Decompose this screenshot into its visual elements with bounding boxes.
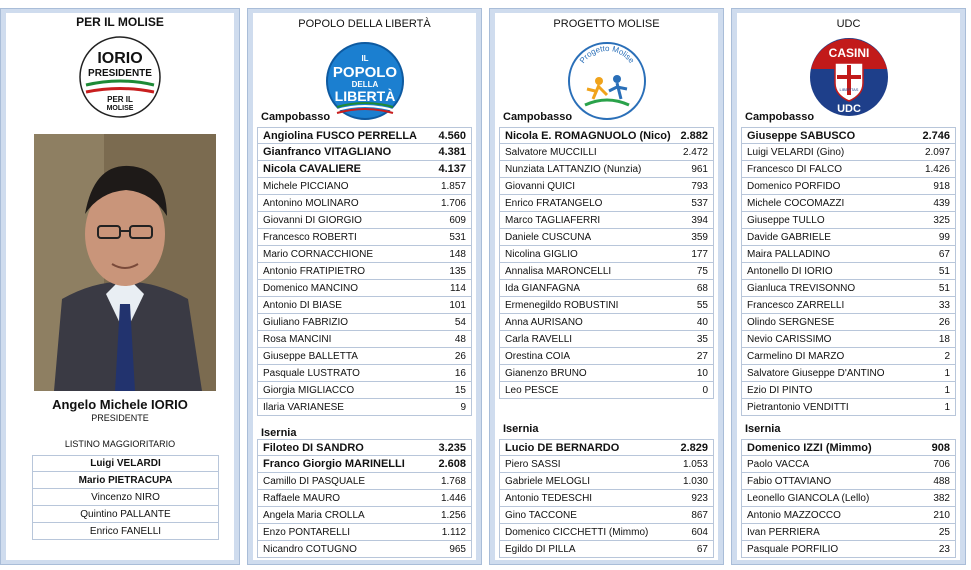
panel-pdl	[247, 8, 482, 565]
progetto-molise-logo	[565, 39, 649, 123]
votes: 1.857	[440, 180, 466, 192]
votes: 4.137	[438, 163, 466, 175]
candidate-name: Ermenegildo ROBUSTINI	[505, 299, 619, 311]
votes: 26	[938, 316, 950, 328]
table-row	[741, 365, 956, 382]
votes: 1.112	[441, 526, 466, 538]
candidate-name: Enzo PONTARELLI	[263, 526, 351, 538]
candidate-name: Egildo DI PILLA	[505, 543, 576, 555]
votes: 1	[944, 384, 950, 396]
table-row	[741, 439, 956, 456]
table-row	[741, 348, 956, 365]
candidate-name: Angiolina FUSCO PERRELLA	[263, 129, 417, 142]
votes: 2.608	[438, 458, 466, 470]
candidate-name: Franco Giorgio MARINELLI	[263, 458, 405, 470]
votes: 55	[696, 299, 708, 311]
candidate-name: Gabriele MELOGLI	[505, 475, 591, 487]
table-row	[257, 246, 472, 263]
table-row	[499, 541, 714, 558]
votes: 68	[696, 282, 708, 294]
candidate-name: Paolo VACCA	[747, 458, 810, 470]
votes: 1.030	[682, 475, 708, 487]
votes: 177	[691, 248, 708, 260]
candidate-name: Nicola E. ROMAGNUOLO (Nico)	[505, 129, 671, 142]
candidate-name: Angelo Michele IORIO	[52, 397, 188, 412]
campobasso-table	[741, 127, 956, 416]
panel-udc	[731, 8, 966, 565]
candidate-name: Gianfranco VITAGLIANO	[263, 146, 392, 158]
table-row	[499, 195, 714, 212]
votes: 101	[449, 299, 466, 311]
votes: 537	[691, 197, 708, 209]
logo-text-top: CASINI	[828, 46, 869, 60]
candidate-name: Nicolina GIGLIO	[505, 248, 578, 260]
table-row	[741, 456, 956, 473]
table-row	[499, 263, 714, 280]
table-row	[499, 456, 714, 473]
votes: 1	[944, 367, 950, 379]
table-row	[257, 490, 472, 507]
candidate-name: Filoteo DI SANDRO	[263, 441, 364, 454]
votes: 439	[933, 197, 950, 209]
votes: 51	[938, 265, 950, 277]
candidate-name: Giuseppe SABUSCO	[747, 129, 856, 142]
votes: 923	[691, 492, 708, 504]
logo-text-2: PRESIDENTE	[88, 68, 152, 79]
candidate-name: Marco TAGLIAFERRI	[505, 214, 601, 226]
votes: 114	[450, 282, 466, 294]
votes: 16	[454, 367, 466, 379]
table-row	[257, 144, 472, 161]
candidate-name: Ida GIANFAGNA	[505, 282, 581, 294]
table-row	[499, 382, 714, 399]
candidate-name: Gino TACCONE	[505, 509, 577, 521]
logo-text-3: DELLA	[351, 80, 378, 89]
votes: 359	[691, 231, 708, 243]
votes: 1.053	[682, 458, 708, 470]
candidate-photo	[34, 134, 216, 391]
votes: 3.235	[438, 441, 466, 454]
logo-text-bottom: UDC	[836, 103, 861, 115]
table-row	[499, 297, 714, 314]
logo-text-4: MOLISE	[106, 105, 134, 112]
candidate-name: Leo PESCE	[505, 384, 559, 396]
table-row	[499, 348, 714, 365]
logo-text-1: IL	[360, 54, 369, 63]
table-row	[499, 212, 714, 229]
votes: 1.446	[440, 492, 466, 504]
listino-row	[32, 506, 219, 523]
candidate-name: Ezio DI PINTO	[747, 384, 813, 396]
candidate-name: Giuseppe TULLO	[747, 214, 825, 226]
table-row	[741, 246, 956, 263]
section-campobasso: Campobasso	[261, 111, 331, 123]
logo-text-3: PER IL	[107, 95, 133, 104]
candidate-name: Gianluca TREVISONNO	[747, 282, 856, 294]
votes: 10	[696, 367, 708, 379]
votes: 0	[702, 384, 708, 396]
listino-row	[32, 489, 219, 506]
votes: 210	[933, 509, 950, 521]
votes: 1.256	[440, 509, 466, 521]
listino-name: Quintino PALLANTE	[80, 508, 171, 520]
votes: 23	[938, 543, 950, 555]
table-row	[741, 524, 956, 541]
table-row	[257, 456, 472, 473]
table-row	[499, 178, 714, 195]
votes: 26	[454, 350, 466, 362]
votes: 2.882	[680, 129, 708, 142]
table-row	[257, 297, 472, 314]
table-row	[257, 314, 472, 331]
candidate-name: Giovanni DI GIORGIO	[263, 214, 362, 226]
section-campobasso: Campobasso	[503, 111, 573, 123]
votes: 40	[696, 316, 708, 328]
candidate-name: Carmelino DI MARZO	[747, 350, 845, 362]
table-row	[741, 161, 956, 178]
campobasso-table	[257, 127, 472, 416]
table-row	[741, 331, 956, 348]
candidate-name: Nicandro COTUGNO	[263, 543, 357, 555]
table-row	[741, 178, 956, 195]
candidate-name: Antonio MAZZOCCO	[747, 509, 841, 521]
logo-text-1: IORIO	[97, 50, 143, 67]
votes: 867	[691, 509, 708, 521]
panel-title: PER IL MOLISE	[76, 15, 164, 29]
votes: 27	[696, 350, 708, 362]
table-row	[257, 524, 472, 541]
candidate-name: Salvatore MUCCILLI	[505, 146, 597, 158]
votes: 99	[938, 231, 950, 243]
logo-text-4: LIBERTÀ	[334, 88, 395, 104]
candidate-name: Angela Maria CROLLA	[263, 509, 365, 521]
votes: 1.426	[924, 163, 950, 175]
candidate-name: Leonello GIANCOLA (Lello)	[747, 492, 870, 504]
table-row	[257, 473, 472, 490]
candidate-name: Ilaria VARIANESE	[263, 401, 344, 413]
votes: 488	[933, 475, 950, 487]
votes: 2.472	[682, 146, 708, 158]
panel-progetto-molise	[489, 8, 724, 565]
candidate-name: Orestina COIA	[505, 350, 571, 362]
logo-text-2: POPOLO	[332, 64, 397, 81]
candidate-name: Antonio DI BIASE	[263, 299, 342, 311]
votes: 4.560	[438, 129, 466, 142]
panel-title: UDC	[836, 18, 861, 30]
candidate-name: Francesco ZARRELLI	[747, 299, 845, 311]
table-row	[257, 178, 472, 195]
section-isernia: Isernia	[261, 427, 297, 439]
votes: 75	[696, 265, 708, 277]
candidate-name: Mario CORNACCHIONE	[263, 248, 374, 260]
listino-table	[32, 455, 219, 540]
candidate-name: Antonino MOLINARO	[263, 197, 359, 209]
candidate-name: Pasquale PORFILIO	[747, 543, 839, 555]
votes: 1.706	[440, 197, 466, 209]
candidate-name: Pasquale LUSTRATO	[263, 367, 360, 379]
candidate-name: Giorgia MIGLIACCO	[263, 384, 355, 396]
section-isernia: Isernia	[745, 423, 781, 435]
candidate-name: Michele PICCIANO	[263, 180, 349, 192]
listino-row	[32, 523, 219, 540]
candidate-name: Antonello DI IORIO	[747, 265, 833, 277]
votes: 394	[691, 214, 708, 226]
table-row	[741, 490, 956, 507]
candidate-name: Enrico FRATANGELO	[505, 197, 603, 209]
table-row	[499, 229, 714, 246]
votes: 148	[449, 248, 466, 260]
table-row	[257, 127, 472, 144]
votes: 15	[454, 384, 466, 396]
table-row	[257, 382, 472, 399]
votes: 2.097	[924, 146, 950, 158]
votes: 54	[454, 316, 466, 328]
table-row	[257, 399, 472, 416]
candidate-name: Domenico CICCHETTI (Mimmo)	[505, 526, 649, 538]
candidate-name: Domenico PORFIDO	[747, 180, 841, 192]
table-row	[257, 507, 472, 524]
logo-text: Progetto Molise	[577, 43, 636, 65]
panel-per-il-molise	[0, 8, 240, 565]
table-row	[257, 348, 472, 365]
candidate-name: Raffaele MAURO	[263, 492, 341, 504]
candidate-name: Annalisa MARONCELLI	[505, 265, 612, 277]
isernia-table	[741, 439, 956, 558]
candidate-name: Carla RAVELLI	[505, 333, 573, 345]
candidate-name: Rosa MANCINI	[263, 333, 332, 345]
candidate-name: Olindo SERGNESE	[747, 316, 835, 328]
table-row	[499, 144, 714, 161]
votes: 382	[933, 492, 950, 504]
table-row	[499, 524, 714, 541]
votes: 9	[460, 401, 466, 413]
section-isernia: Isernia	[503, 423, 539, 435]
table-row	[741, 297, 956, 314]
votes: 604	[691, 526, 708, 538]
table-row	[741, 229, 956, 246]
votes: 1.768	[440, 475, 466, 487]
listino-name: Mario PIETRACUPA	[78, 474, 173, 486]
isernia-table	[499, 439, 714, 558]
campobasso-table	[499, 127, 714, 399]
votes: 531	[449, 231, 466, 243]
table-row	[257, 541, 472, 558]
udc-logo	[807, 35, 891, 119]
candidate-name: Camillo DI PASQUALE	[263, 475, 366, 487]
votes: 325	[933, 214, 950, 226]
table-row	[257, 161, 472, 178]
listino-name: Luigi VELARDI	[90, 458, 161, 469]
table-row	[499, 161, 714, 178]
table-row	[499, 280, 714, 297]
candidate-name: Luigi VELARDI (Gino)	[747, 146, 845, 158]
panel-title: PROGETTO MOLISE	[553, 18, 660, 30]
votes: 25	[938, 526, 950, 538]
votes: 2	[944, 350, 950, 362]
candidate-role: PRESIDENTE	[91, 413, 149, 423]
iorio-presidente-logo	[78, 35, 162, 119]
votes: 67	[938, 248, 950, 260]
table-row	[741, 507, 956, 524]
candidate-name: Domenico MANCINO	[263, 282, 359, 294]
candidate-name: Domenico IZZI (Mimmo)	[747, 441, 872, 454]
candidate-name: Piero SASSI	[505, 458, 561, 470]
candidate-name: Anna AURISANO	[505, 316, 583, 328]
table-row	[741, 399, 956, 416]
table-row	[499, 439, 714, 456]
panel-title: POPOLO DELLA LIBERTÀ	[298, 18, 431, 30]
table-row	[257, 331, 472, 348]
table-row	[741, 127, 956, 144]
candidate-name: Maira PALLADINO	[747, 248, 831, 260]
isernia-table	[257, 439, 472, 558]
listino-title: LISTINO MAGGIORITARIO	[64, 439, 176, 449]
votes: 33	[938, 299, 950, 311]
candidate-name: Lucio DE BERNARDO	[505, 441, 620, 454]
votes: 67	[696, 543, 708, 555]
table-row	[741, 212, 956, 229]
candidate-name: Pietrantonio VENDITTI	[747, 401, 849, 413]
votes: 793	[691, 180, 708, 192]
table-row	[257, 195, 472, 212]
table-row	[257, 263, 472, 280]
table-row	[741, 382, 956, 399]
table-row	[499, 314, 714, 331]
votes: 2.829	[680, 441, 708, 454]
table-row	[741, 144, 956, 161]
table-row	[741, 314, 956, 331]
candidate-name: Antonio TEDESCHI	[505, 492, 593, 504]
table-row	[499, 331, 714, 348]
candidate-name: Giuseppe BALLETTA	[263, 350, 358, 362]
table-row	[741, 195, 956, 212]
table-row	[499, 365, 714, 382]
logo-text-small: LIBERTAS	[839, 87, 858, 92]
table-row	[257, 365, 472, 382]
votes: 609	[449, 214, 466, 226]
candidate-name: Francesco DI FALCO	[747, 163, 843, 175]
candidate-name: Nunziata LATTANZIO (Nunzia)	[505, 163, 642, 175]
table-row	[741, 473, 956, 490]
listino-name: Enrico FANELLI	[89, 525, 162, 537]
pdl-logo	[323, 39, 407, 123]
candidate-name: Fabio OTTAVIANO	[747, 475, 832, 487]
votes: 2.746	[922, 129, 950, 142]
table-row	[499, 473, 714, 490]
votes: 48	[454, 333, 466, 345]
candidate-name: Giovanni QUICI	[505, 180, 576, 192]
table-row	[257, 439, 472, 456]
table-row	[499, 490, 714, 507]
table-row	[741, 541, 956, 558]
votes: 961	[691, 163, 708, 175]
table-row	[499, 507, 714, 524]
candidate-name: Francesco ROBERTI	[263, 231, 357, 243]
votes: 908	[931, 441, 950, 454]
candidate-name: Antonio FRATIPIETRO	[263, 265, 366, 277]
votes: 135	[449, 265, 466, 277]
listino-row	[32, 455, 219, 472]
votes: 918	[933, 180, 950, 192]
votes: 706	[933, 458, 950, 470]
table-row	[499, 246, 714, 263]
votes: 51	[938, 282, 950, 294]
votes: 965	[449, 543, 466, 555]
table-row	[741, 263, 956, 280]
votes: 1	[944, 401, 950, 413]
listino-name: Vincenzo NIRO	[91, 491, 160, 503]
candidate-name: Davide GABRIELE	[747, 231, 831, 243]
table-row	[257, 212, 472, 229]
candidate-name: Nicola CAVALIERE	[263, 163, 361, 175]
table-row	[741, 280, 956, 297]
section-campobasso: Campobasso	[745, 111, 815, 123]
votes: 4.381	[438, 146, 466, 158]
candidate-name: Gianenzo BRUNO	[505, 367, 587, 379]
candidate-name: Nevio CARISSIMO	[747, 333, 832, 345]
table-row	[257, 229, 472, 246]
candidate-name: Giuliano FABRIZIO	[263, 316, 349, 328]
candidate-name: Ivan PERRIERA	[747, 526, 820, 538]
candidate-name: Salvatore Giuseppe D'ANTINO	[747, 367, 885, 379]
table-row	[257, 280, 472, 297]
votes: 18	[938, 333, 950, 345]
table-row	[499, 127, 714, 144]
candidate-name: Michele COCOMAZZI	[747, 197, 845, 209]
candidate-name: Daniele CUSCUNÀ	[505, 231, 592, 243]
votes: 35	[696, 333, 708, 345]
listino-row	[32, 472, 219, 489]
